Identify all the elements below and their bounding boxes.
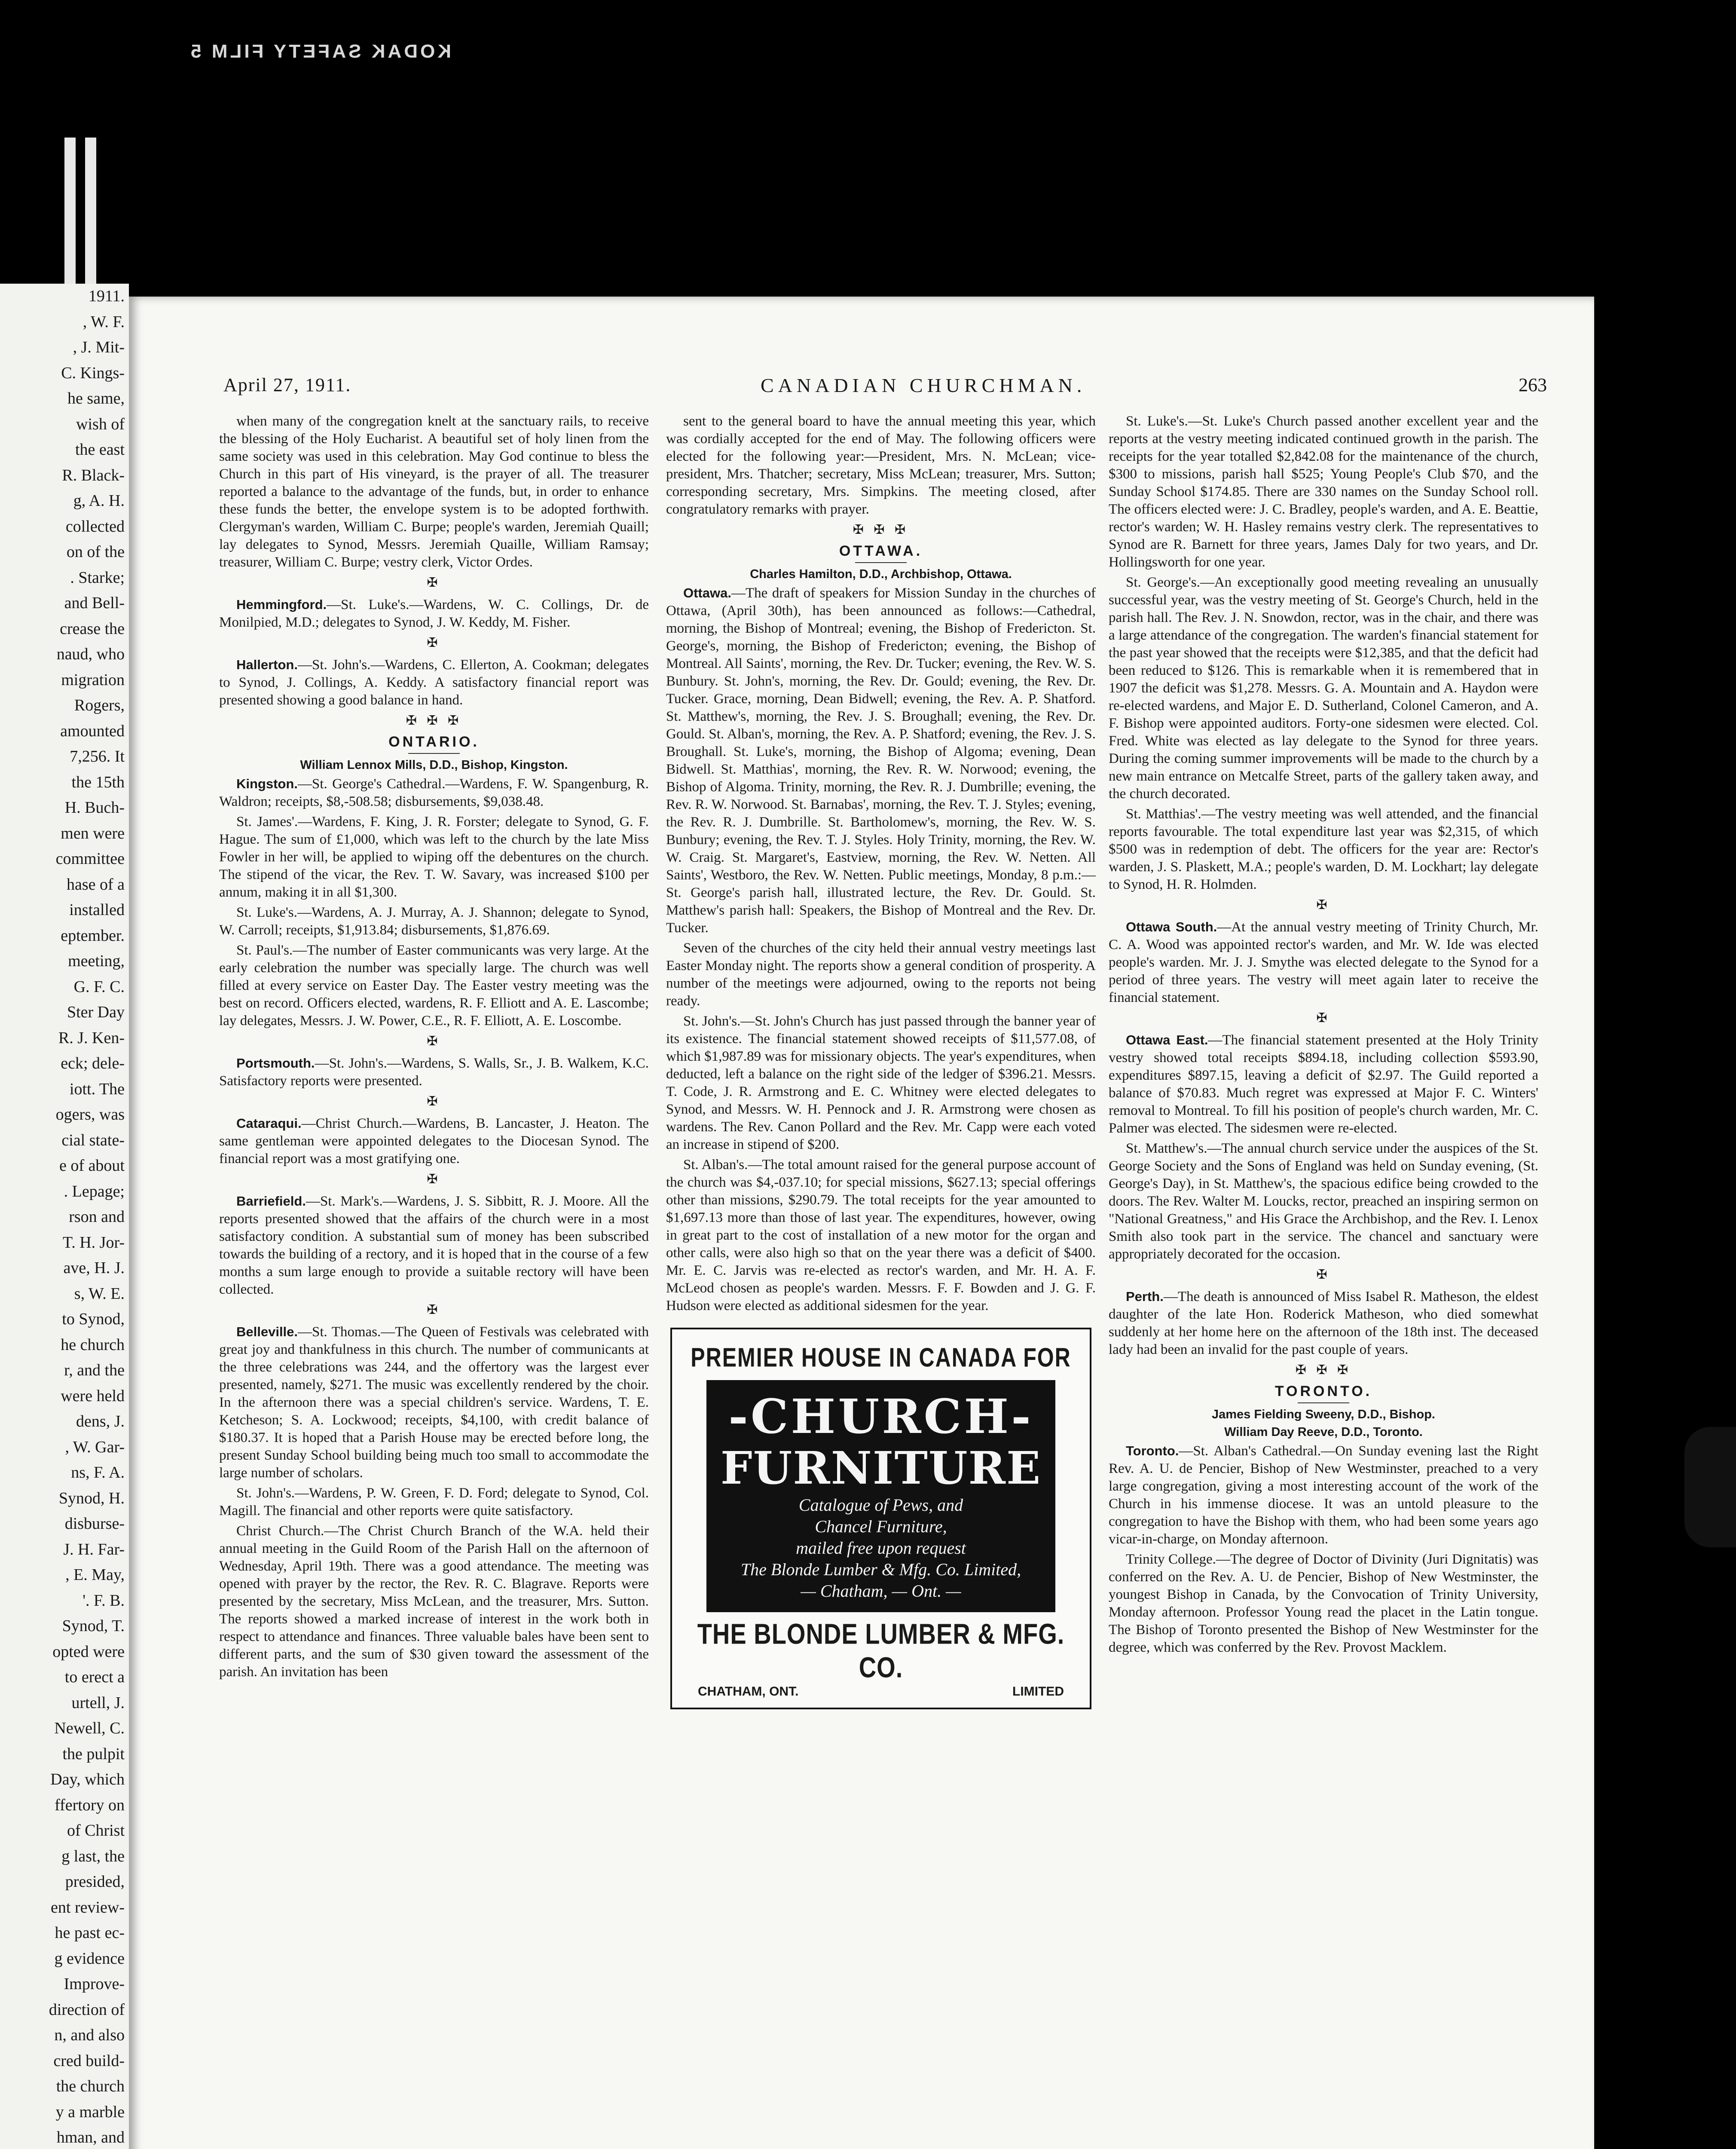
article-paragraph (219, 775, 649, 811)
cross-ornament: ✠ ✠ ✠ (853, 523, 909, 537)
ad-headline: PREMIER HOUSE IN CANADA FOR (691, 1342, 1071, 1372)
bishop-line: James Fielding Sweeny, D.D., Bishop. (1212, 1408, 1435, 1421)
article-paragraph (219, 413, 649, 571)
facing-page-line: Day, which (50, 1770, 125, 1788)
film-edge-label: KODAK SAFETY FILM 5 (188, 41, 451, 62)
facing-page-line: the 15th (71, 773, 125, 791)
facing-page-line: migration (61, 670, 125, 689)
cross-ornament: ✠ (427, 1303, 441, 1317)
article-paragraph (666, 584, 1096, 937)
facing-page-line: he church (61, 1335, 125, 1354)
facing-page-line: Newell, C. (54, 1719, 125, 1737)
facing-page-line: n, and also (54, 2026, 125, 2044)
place-name: Toronto. (1126, 1443, 1179, 1458)
facing-page-line: 1911. (88, 287, 125, 305)
facing-page-line: ns, F. A. (71, 1463, 125, 1482)
article-paragraph (1109, 805, 1538, 894)
paragraph-body: Christ Church.—The Christ Church Branch of the W.A. held their annual meeting in the Guild Room of the Parish Hall on the afternoon of Wednesday, April 19th. There was a good attendance. The meeting was opened with prayer by the rector, the Rev. R. C. Blagrave. Reports were presented by the secretary, Miss McLean, and the treasurer, Mrs. Sutton. The reports showed a marked increase of interest in the work both in respect to attendance and finances. Three valuable bales have been sent to different parts, and the sum of $30 given toward the assessment of the parish. An invitation has been (219, 1523, 649, 1680)
place-name: Hemmingford. (236, 597, 327, 612)
article-paragraph (1109, 1140, 1538, 1263)
ad-furniture-word: FURNITURE (720, 1442, 1042, 1494)
facing-page-line: g last, the (61, 1847, 125, 1865)
column-1 (219, 413, 649, 1684)
facing-page-line: R. Black- (62, 466, 125, 484)
paragraph-body: sent to the general board to have the annual meeting this year, which was cordially accepted for the end of May. The following officers were elected for the following year:—President, Mrs. N. McLean; vice-president, Mrs. Thatcher; secretary, Miss McLean; treasurer, Mrs. Sutton; corresponding secretary, Mrs. Simpkins. The meeting closed, after congratulatory remarks with prayer. (666, 413, 1096, 517)
facing-page-line: opted were (52, 1642, 125, 1661)
paragraph-body: —St. Mark's.—Wardens, J. S. Sibbitt, R. J. Moore. All the reports presented showed that the affairs of the church were in a most satisfactory condition. A substantial sum of money has been subscribed towards the building of a rectory, and it is hoped that in the course of a few months a sum large enough to provide a suitable rectory will have been collected. (219, 1194, 649, 1297)
paragraph-body: —Christ Church.—Wardens, B. Lancaster, J. Heaton. The same gentleman were appointed delegates to the Diocesan Synod. The financial report was a most gratifying one. (219, 1116, 649, 1166)
paragraph-body: —The financial statement presented at the Holy Trinity vestry showed total receipts $894.18, including collection $593.90, expenditures $897.15, leaving a deficit of $2.97. The Guild reported a balance of $70.83. Much regret was expressed at Major F. C. Winters' removal to Montreal. To fill his position of people's church warden, Mr. C. Palmer was elected. The sidesmen were re-elected. (1109, 1032, 1538, 1136)
facing-page-line: cred build- (53, 2051, 125, 2070)
header-page-number: 263 (1519, 374, 1547, 395)
facing-page-line: crease the (60, 619, 125, 638)
facing-page-line: ffertory on (55, 1796, 125, 1814)
facing-page-line: ave, H. J. (63, 1259, 125, 1277)
column-3 (1109, 413, 1538, 1659)
facing-page-line: collected (65, 517, 125, 536)
facing-page-line: installed (69, 901, 125, 919)
facing-page-line: hman, and (56, 2128, 125, 2146)
article-paragraph (219, 942, 649, 1030)
paragraph-body: —St. John's.—Wardens, S. Walls, Sr., J. B. Walkem, K.C. Satisfactory reports were presented. (219, 1056, 649, 1089)
facing-page-line: and Bell- (64, 594, 125, 612)
place-name: Belleville. (236, 1324, 298, 1339)
ad-company-line: The Blonde Lumber & Mfg. Co. Limited, (740, 1560, 1021, 1579)
paragraph-body: —St. Thomas.—The Queen of Festivals was celebrated with great joy and thankfulness in this church. The number of communicants at the three celebrations was 244, and the offertory was the largest ever presented, namely, $271. The music was excellently rendered by the choir. In the afternoon there was a special children's service. Wardens, T. E. Ketcheson; S. A. Lockwood; receipts, $4,100, with credit balance of $180.37. It is hoped that a Parish House may be erected before long, the present Sunday School building being much too small to accommodate the large number of scholars. (219, 1324, 649, 1481)
facing-page-line: were held (61, 1387, 125, 1405)
header-date: April 27, 1911. (223, 374, 351, 395)
facing-page-line: to Synod, (62, 1310, 125, 1328)
facing-page-line: disburse- (64, 1515, 125, 1533)
heading-rule (408, 753, 460, 754)
facing-page-line: e of about (59, 1157, 125, 1175)
facing-page-line: men were (61, 824, 125, 842)
facing-page-line: r, and the (64, 1361, 125, 1379)
paragraph-body: Trinity College.—The degree of Doctor of Divinity (Juri Dignitatis) was conferred on the Rev. A. U. de Pencier, Bishop of New Westminster, the youngest Bishop in Canada, by the Convocation of Trinity University, Monday afternoon. Professor Young read the placet in the Latin tongue. The Bishop of Toronto presented the Bishop of New Westminster for the degree, which was conferred by the Rev. Provost Macklem. (1109, 1552, 1538, 1655)
facing-page-line: H. Buch- (64, 799, 125, 817)
paragraph-body: St. Alban's.—The total amount raised for the general purpose account of the church was $4,-037.10; for special missions, $627.13; special offerings other than missions, $290.79. The total receipts for the year amounted to $1,697.13 more than those of last year. The expenditures, however, owing in great part to the cost of installation of a new motor for the organ and other calls, were also high so that on the year there was a deficit of $400. Mr. E. C. Jarvis was re-elected as rector's warden, and Mr. H. A. F. McLeod chosen as people's warden. Messrs. F. F. Bowden and J. G. F. Hudson were elected as additional sidesmen for the year. (666, 1157, 1096, 1313)
article-paragraph (219, 1485, 649, 1520)
article-paragraph (1109, 1442, 1538, 1548)
cross-ornament: ✠ ✠ ✠ (406, 713, 462, 728)
facing-page-line: the east (75, 441, 125, 459)
paragraph-body: —St. Luke's.—Wardens, W. C. Collings, Dr. de Monilpied, M.D.; delegates to Synod, J. W. Keddy, M. Fisher. (219, 597, 649, 630)
cross-ornament: ✠ (1316, 1267, 1331, 1282)
bishop-line: William Lennox Mills, D.D., Bishop, Kingston. (300, 758, 568, 772)
cross-ornament: ✠ (427, 636, 441, 650)
column-2-text (666, 413, 1096, 1315)
facing-page-line: eptember. (61, 926, 125, 945)
paragraph-body: Seven of the churches of the city held their annual vestry meetings last Easter Monday night. The reports show a general condition of prosperity. A number of the meetings were adjourned, owing to the reports not being ready. (666, 940, 1096, 1009)
article-paragraph (219, 1054, 649, 1090)
paragraph-body: St. Luke's.—St. Luke's Church passed another excellent year and the reports at the vestry meeting indicated continued growth in the parish. The receipts for the year totalled $2,842.08 for the maintenance of the church, $300 to missions, parish hall $525; Young People's Club $70, and the Sunday School $174.85. There are 330 names on the Sunday School roll. The officers elected were: J. C. Bradley, people's warden, and A. E. Beattie, rector's warden; W. H. Hasley remains vestry clerk. The representatives to Synod are R. Barnett for three years, James Daly for two years, and Dr. Hollingsworth for one year. (1109, 413, 1538, 570)
paragraph-body: St. John's.—St. John's Church has just passed through the banner year of its existence. The financial statement showed receipts of $11,577.08, of which $1,987.89 was for missionary objects. The year's expenditures, when deducted, left a balance on the right side of the ledger of $396.21. Messrs. T. Code, J. R. Armstrong and E. C. Whitney were elected delegates to Synod, and Messrs. W. H. Pennock and J. R. Armstrong were chosen as wardens. The Rev. Canon Pollard and the Rev. Mr. Capp were each voted an increase in stipend of $200. (666, 1013, 1096, 1152)
facing-page-line: eck; dele- (61, 1054, 125, 1072)
place-name: Ottawa. (683, 585, 731, 600)
article-paragraph (666, 1156, 1096, 1315)
facing-page-line: g evidence (54, 1949, 125, 1968)
facing-page-line: , J. Mit- (73, 338, 125, 356)
facing-page-line: y a marble (55, 2103, 125, 2121)
ad-mailed-line: mailed free upon request (796, 1538, 966, 1558)
facing-page-line: the church (56, 2077, 125, 2095)
article-paragraph (219, 1192, 649, 1298)
facing-page-line: 7,256. It (70, 747, 125, 765)
column-2 (666, 413, 1096, 1714)
facing-page-line: . Lepage; (64, 1182, 125, 1200)
place-name: Ottawa South. (1126, 919, 1217, 934)
cross-ornament: ✠ (427, 1034, 441, 1048)
paragraph-body: —The draft of speakers for Mission Sunday in the churches of Ottawa, (April 30th), has been announced as follows:—Cathedral, morning, the Bishop of Montreal; evening, the Bishop of Fredericton. St. George's, morning, the Bishop of Fredericton; evening, the Bishop of Montreal. All Saints', morning, the Rev. Dr. Tucker; evening, the Rev. W. S. Bunbury. St. John's, morning, the Rev. Dr. Gould; evening, the Rev. Dr. Tucker. Grace, morning, Dean Bidwell; evening, the Rev. A. P. Shatford. St. Matthew's, morning, the Rev. J. S. Broughall; evening, the Rev. Dr. Gould. St. Alban's, morning, the Rev. A. P. Shatford; evening, the Rev. J. S. Broughall. St. Luke's, morning, the Bishop of Algoma; evening, Dean Bidwell. St. Matthias', morning, the Rev. R. W. Norwood; evening, the Bishop of Algoma. Trinity, morning, the Rev. R. J. Dumbrille; evening, the Rev. R. W. Norwood. St. Barnabas', morning, the Rev. T. J. Styles; evening, the Rev. R. J. Dumbrille. St. Bartholomew's, morning, the Rev. W. S. Bunbury; evening, the Rev. T. J. Styles. Holy Trinity, morning, the Rev. W. W. Craig. St. Margaret's, Eastview, morning, the Rev. W. Netten. All Saints', Westboro, the Rev. W. Netten. Public meetings, Monday, 8 p.m.:—St. George's parish hall, illustrated lecture, the Rev. Dr. Gould. St. Matthew's parish hall: Speakers, the Bishop of Montreal and the Rev. Dr. Tucker. (666, 585, 1096, 936)
facing-page-line: Synod, H. (58, 1489, 125, 1507)
facing-page-line: R. J. Ken- (58, 1029, 125, 1047)
facing-page-line: g, A. H. (73, 492, 125, 510)
heading-rule (1298, 1402, 1349, 1403)
article-paragraph (1109, 574, 1538, 803)
ad-chancel-line: Chancel Furniture, (815, 1517, 947, 1536)
article-paragraph (219, 813, 649, 901)
article-paragraph (219, 904, 649, 939)
facing-page-line: dens, J. (76, 1412, 125, 1430)
facing-page-line: hase of a (66, 875, 125, 894)
article-paragraph (1109, 918, 1538, 1007)
bishop-line: Charles Hamilton, D.D., Archbishop, Ottawa. (750, 567, 1012, 581)
place-name: Portsmouth. (236, 1056, 315, 1071)
facing-page-fragment (0, 284, 129, 2149)
facing-page-line: iott. The (69, 1080, 125, 1098)
ad-footer-limited: LIMITED (1012, 1684, 1064, 1699)
paragraph-body: —St. John's.—Wardens, C. Ellerton, A. Cookman; delegates to Synod, J. Collings, A. Keddy. A satisfactory financial report was presented showing a good balance in hand. (219, 657, 649, 708)
facing-page-line: . Starke; (70, 568, 125, 587)
facing-page-line: s, W. E. (74, 1284, 125, 1303)
article-paragraph (666, 940, 1096, 1010)
heading-rule (855, 562, 907, 563)
article-paragraph (219, 1522, 649, 1681)
facing-page-line: Rogers, (74, 696, 125, 714)
place-name: Kingston. (236, 776, 298, 791)
facing-page-line: direction of (49, 2000, 125, 2019)
facing-page-line: of Christ (67, 1821, 125, 1840)
bishop-line: William Day Reeve, D.D., Toronto. (1224, 1425, 1423, 1439)
facing-page-line: '. F. B. (83, 1591, 125, 1610)
article-paragraph (219, 1323, 649, 1482)
paragraph-body: St. George's.—An exceptionally good meeting revealing an unusually successful year, was the vestry meeting of St. George's Church, held in the parish hall. The Rev. J. N. Snowdon, rector, was in the chair, and there was a large attendance of the congregation. The warden's financial statement for the past year showed that the receipts were $12,385, and that the deficit had been reduced to $126. This is remarkable when it is remembered that in 1907 the deficit was $1,278. Messrs. G. A. Mountain and A. Haydon were re-elected wardens, and Major E. D. Sutherland, Colonel Cameron, and A. F. Bishop were appointed auditors. Forty-one sidesmen were elected. Col. Fred. White was elected as lay delegate to the Synod for three years. During the coming summer improvements will be made to the church by a new main entrance on Metcalfe Street, parts of the gallery taken away, and the church decorated. (1109, 575, 1538, 802)
place-name: Cataraqui. (236, 1116, 302, 1131)
paragraph-body: St. Paul's.—The number of Easter communicants was very large. At the early celebration the number was specially large. The church was well filled at every service on Easter Day. The Easter vestry meeting was the best on record. Officers elected, wardens, R. F. Elliott and A. E. Lascombe; lay delegates, Messrs. J. W. Power, C.E., R. F. Elliott, A. E. Loscombe. (219, 943, 649, 1029)
binding-tab (1684, 1427, 1736, 1547)
church-furniture-advertisement (670, 1328, 1091, 1709)
article-paragraph (219, 596, 649, 631)
cross-ornament: ✠ (1316, 898, 1331, 912)
facing-page-line: Synod, T. (62, 1617, 125, 1635)
facing-page-line: wish of (76, 415, 125, 433)
paragraph-body: —St. Alban's Cathedral.—On Sunday evening last the Right Rev. A. U. de Pencier, Bishop of New Westminster, preached to a very large congregation, giving a most interesting account of the work of the Church in his immense diocese. It was an untold pleasure to the congregation to have the Bishop with them, who had been some years ago vicar-in-charge, on Monday afternoon. (1109, 1443, 1538, 1547)
newspaper-page (129, 297, 1594, 2149)
paragraph-body: —The death is announced of Miss Isabel R. Matheson, the eldest daughter of the late Hon. Roderick Matheson, who died somewhat suddenly at her home here on the afternoon of the 18th inst. The deceased lady had been an invalid for the past couple of years. (1109, 1289, 1538, 1357)
facing-page-line: amounted (60, 722, 125, 740)
paragraph-body: St. Matthias'.—The vestry meeting was well attended, and the financial reports favourable. The total expenditure last year was $2,315, of which $500 was in redemption of debt. The officers for the year are: Rector's warden, J. S. Plaskett, M.A.; people's warden, D. M. Lockhart; lay delegate to Synod, H. R. Holmden. (1109, 806, 1538, 892)
paragraph-body: St. Matthew's.—The annual church service under the auspices of the St. George Society and the Sons of England was held on Sunday evening, (St. George's Day), in St. Matthew's, the spacious edifice being crowded to the doors. The Rev. Walter M. Loucks, rector, preached an inspiring sermon on "National Greatness," and His Grace the Archbishop, and the Rev. I. Lenox Smith also took part in the service. The chancel and sanctuary were appropriately decorated for the occasion. (1109, 1141, 1538, 1262)
facing-page-line: cial state- (61, 1131, 125, 1149)
facing-page-line: Improve- (64, 1975, 125, 1993)
facing-page-line: J. H. Far- (63, 1540, 125, 1558)
paragraph-body: —At the annual vestry meeting of Trinity Church, Mr. C. A. Wood was appointed rector's warden, and Mr. W. Ide was elected people's warden. Mr. J. J. Smythe was elected delegate to the Synod for a period of three years. The vestry will meet again later to receive the financial statement. (1109, 919, 1538, 1005)
ad-city-line: — Chatham, — Ont. — (801, 1581, 961, 1601)
facing-page-line: , W. Gar- (65, 1438, 125, 1456)
cross-ornament: ✠ (427, 1172, 441, 1186)
facing-page-line: ogers, was (55, 1105, 125, 1123)
facing-page-line: urtell, J. (71, 1693, 125, 1712)
place-name: Ottawa East. (1126, 1032, 1208, 1047)
cross-ornament: ✠ ✠ ✠ (1295, 1363, 1352, 1377)
paragraph-body: when many of the congregation knelt at the sanctuary rails, to receive the blessing of the Holy Eucharist. A beautiful set of holy linen from the same society was used in this celebration. May God continue to bless the Church in this part of His vineyard, is the prayer of all. The treasurer reported a balance to the advantage of the funds, but, in order to enhance these funds the better, the envelope system is to be adopted forthwith. Clergyman's warden, William C. Burpe; people's warden, Jeremiah Quaill; lay delegates to Synod, Messrs. Jeremiah Quaille, William Ramsay; treasurer, William C. Burpe; vestry clerk, Victor Ordes. (219, 413, 649, 570)
facing-page-line: committee (55, 850, 125, 868)
facing-page-line: G. F. C. (73, 977, 125, 996)
section-heading: TORONTO. (1274, 1383, 1372, 1399)
article-paragraph (1109, 413, 1538, 571)
paragraph-body: St. John's.—Wardens, P. W. Green, F. D. Ford; delegate to Synod, Col. Magill. The financial and other reports were quite satisfactory. (219, 1485, 649, 1518)
article-paragraph (1109, 1031, 1538, 1137)
ad-footer-city: CHATHAM, ONT. (698, 1684, 799, 1699)
facing-page-line: on of the (66, 543, 125, 561)
facing-page-line: the pulpit (62, 1745, 125, 1763)
facing-page-line: naud, who (56, 645, 125, 663)
facing-page-line: presided, (65, 1873, 125, 1891)
facing-page-line: C. Kings- (61, 364, 125, 382)
ad-footer (698, 1684, 1064, 1699)
facing-page-line: he same, (67, 389, 125, 407)
article-paragraph (666, 413, 1096, 518)
facing-page-line: meeting, (68, 952, 125, 970)
article-paragraph (1109, 1551, 1538, 1656)
place-name: Barriefield. (236, 1194, 306, 1209)
facing-page-line: , E. May, (65, 1566, 125, 1584)
facing-page-line: ent review- (51, 1898, 125, 1916)
paragraph-body: St. Luke's.—Wardens, A. J. Murray, A. J. Shannon; delegate to Synod, W. Carroll; receipts, $1,913.84; disbursements, $1,876.69. (219, 905, 649, 938)
ad-company-name: THE BLONDE LUMBER & MFG. CO. (697, 1617, 1065, 1684)
cross-ornament: ✠ (427, 576, 441, 590)
facing-page-line: Ster Day (67, 1003, 125, 1021)
facing-page-line: he past ec- (55, 1924, 125, 1942)
place-name: Hallerton. (236, 657, 298, 672)
article-paragraph (219, 1114, 649, 1168)
article-paragraph (1109, 1288, 1538, 1359)
facing-page-line: to erect a (64, 1668, 125, 1686)
cross-ornament: ✠ (427, 1094, 441, 1108)
ad-panel (706, 1380, 1055, 1612)
article-paragraph (219, 656, 649, 709)
facing-page-line: , W. F. (83, 312, 125, 331)
section-heading: OTTAWA. (839, 543, 923, 559)
film-strip (0, 0, 1736, 64)
ad-catalogue-line: Catalogue of Pews, and (798, 1495, 963, 1515)
place-name: Perth. (1126, 1289, 1164, 1304)
facing-page-line: T. H. Jor- (62, 1233, 125, 1252)
section-heading: ONTARIO. (388, 734, 480, 750)
facing-page-line: rson and (69, 1208, 125, 1226)
paragraph-body: St. James'.—Wardens, F. King, J. R. Forster; delegate to Synod, G. F. Hague. The sum of £1,000, which was left to the church by the late Miss Fowler in her will, be applied to wiping off the debentures on the church. The stipend of the vicar, the Rev. T. W. Savary, was increased $100 per annum, making it in all $1,300. (219, 814, 649, 900)
ad-church-word: -CHURCH- (728, 1389, 1033, 1444)
article-paragraph (666, 1013, 1096, 1154)
cross-ornament: ✠ (1316, 1011, 1331, 1025)
header-title: CANADIAN CHURCHMAN. (761, 374, 1086, 396)
paragraph-body: —St. George's Cathedral.—Wardens, F. W. Spangenburg, R. Waldron; receipts, $8,-508.58; disbursements, $9,038.48. (219, 776, 649, 809)
page-header (223, 374, 1556, 404)
